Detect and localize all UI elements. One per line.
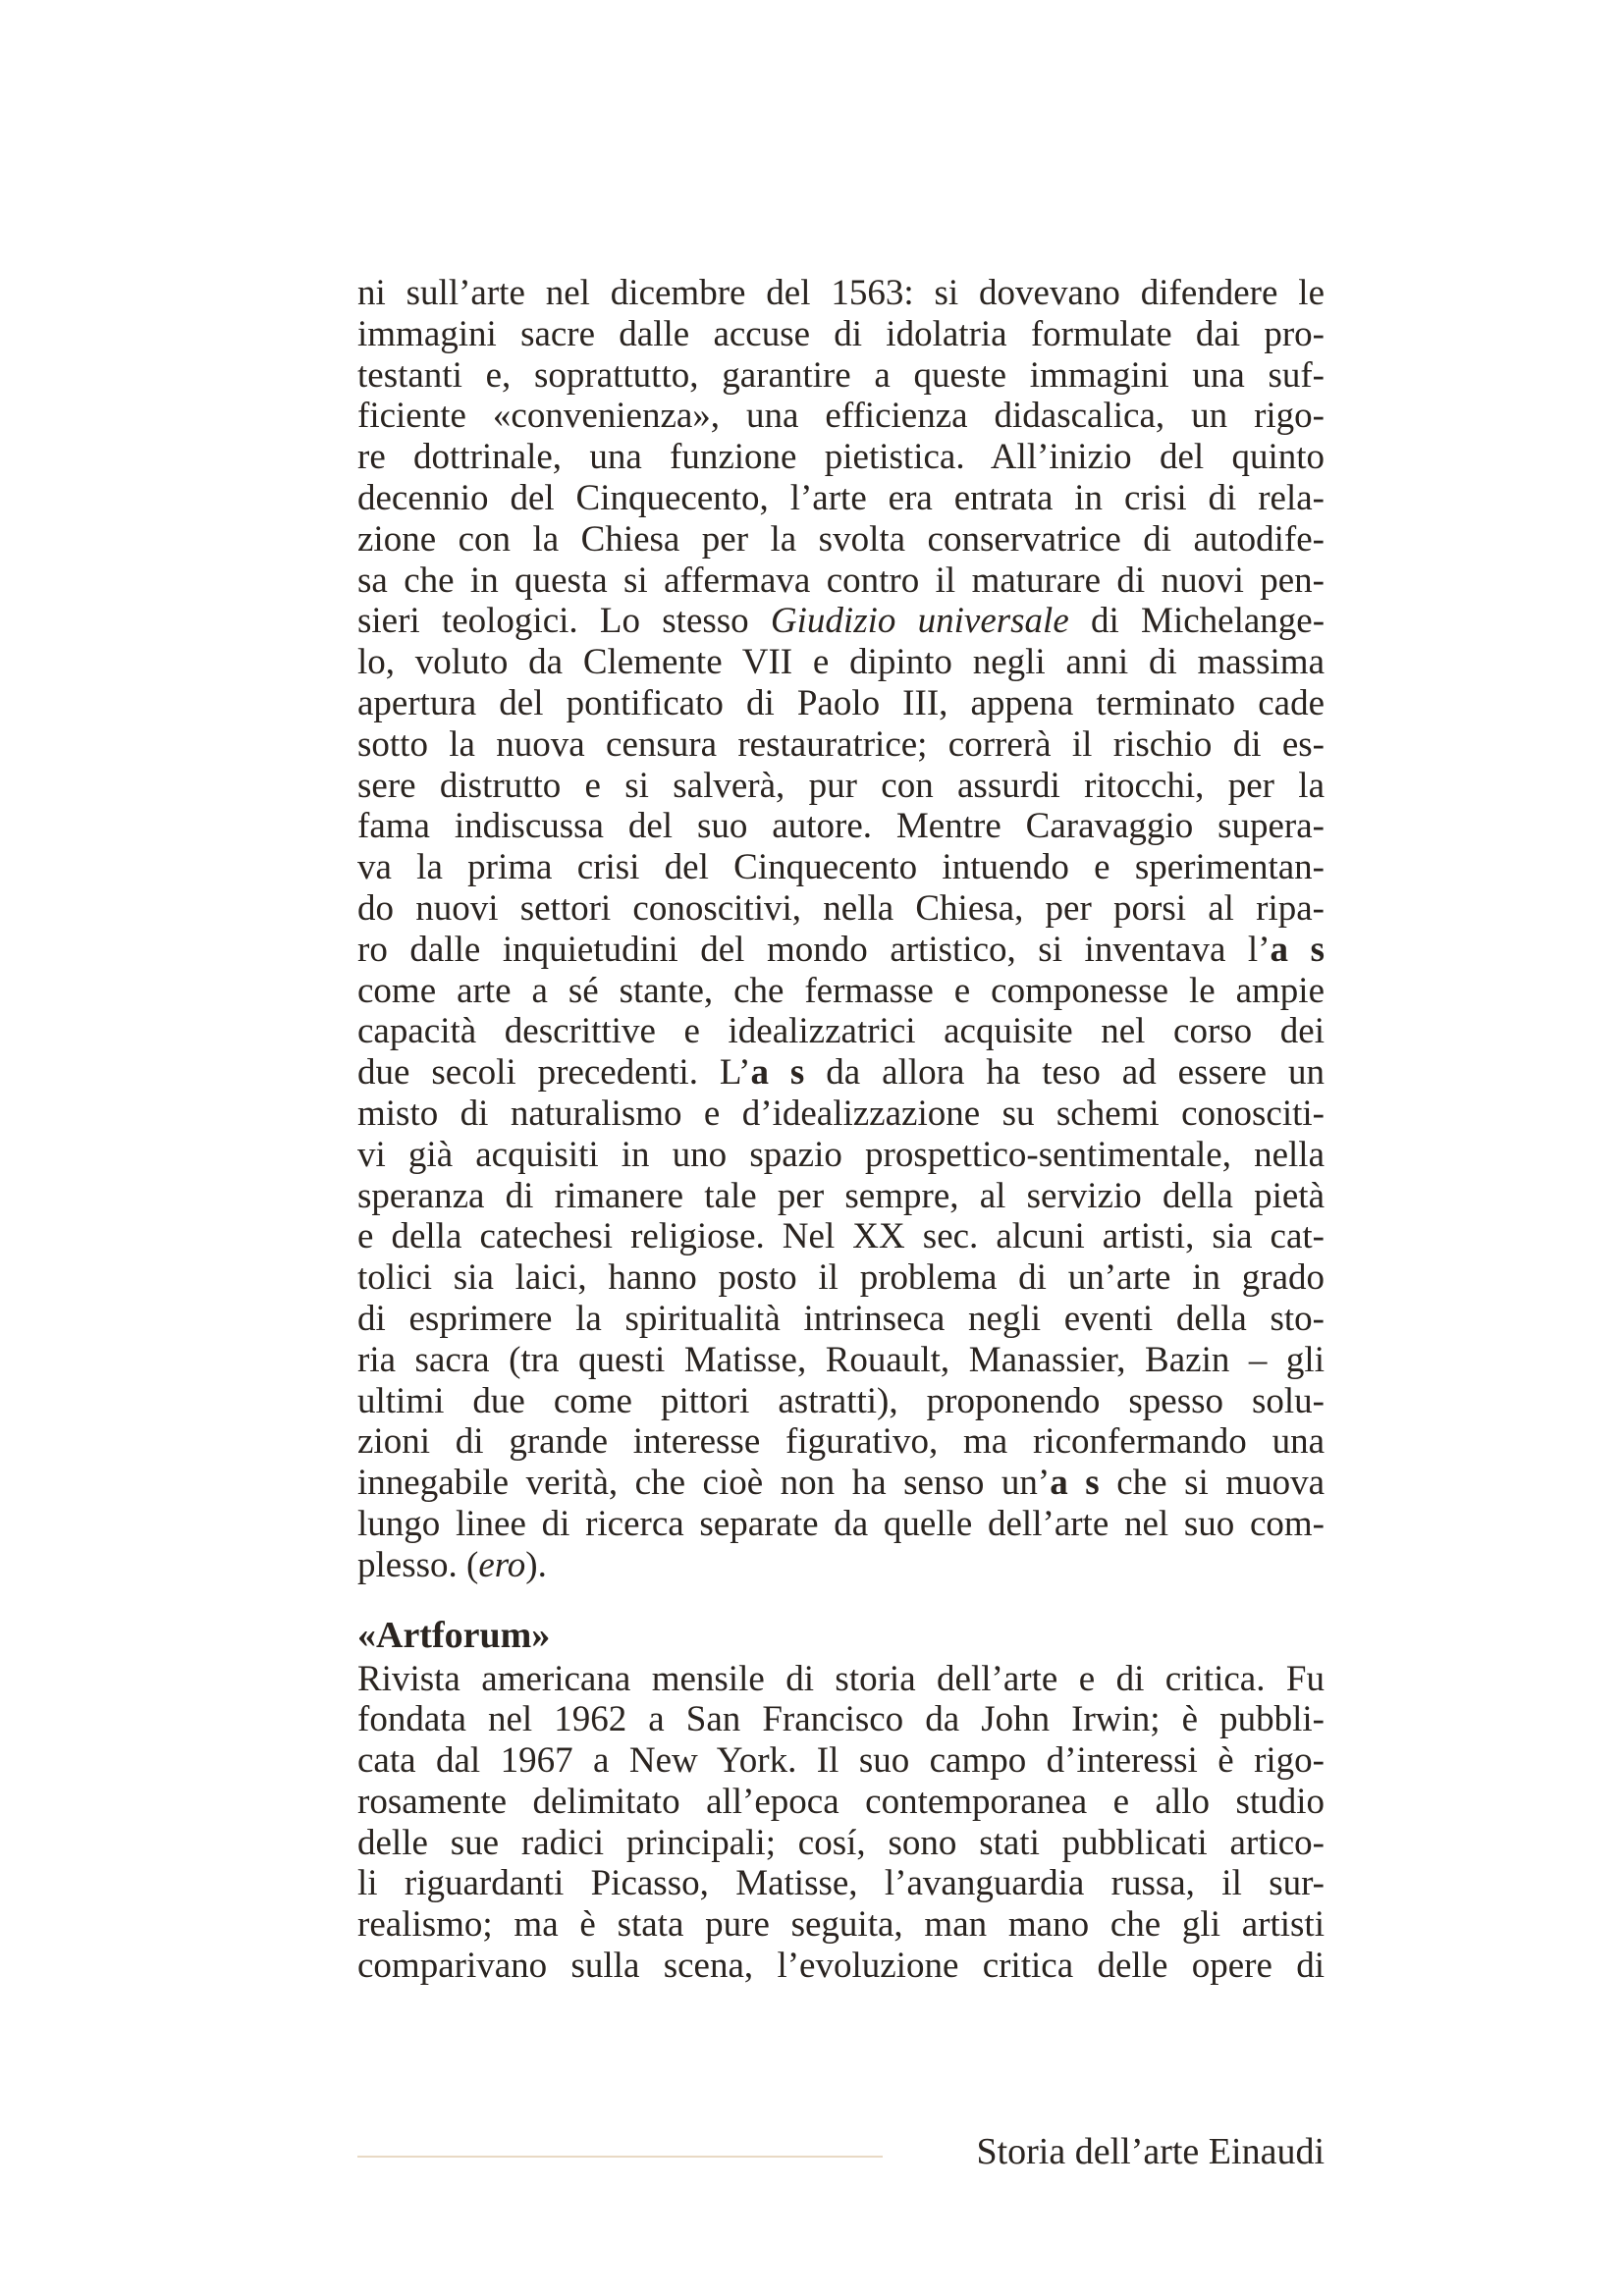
entry-artforum xyxy=(357,1614,1325,1987)
article-line: di esprimere la spiritualità intrinseca negli eventi della sto- xyxy=(357,1298,1325,1339)
abbreviation: a s xyxy=(1270,929,1325,970)
article-line: ultimi due come pittori astratti), proponendo spesso solu- xyxy=(357,1380,1325,1421)
article-line: ficiente «convenienza», una efficienza didascalica, un rigo- xyxy=(357,396,1325,437)
article-line: ria sacra (tra questi Matisse, Rouault, Manassier, Bazin – gli xyxy=(357,1339,1325,1380)
entry-line: realismo; ma è stata pure seguita, man mano che gli artisti xyxy=(357,1904,1325,1946)
article-line: speranza di rimanere tale per sempre, al servizio della pietà xyxy=(357,1175,1325,1216)
abbreviation: a s xyxy=(1050,1463,1100,1504)
article-line: zioni di grande interesse figurativo, ma riconfermando una xyxy=(357,1421,1325,1463)
article-line: due secoli precedenti. L’a s da allora ha teso ad essere un xyxy=(357,1052,1325,1094)
entry-line: cata dal 1967 a New York. Il suo campo d’interessi è rigo- xyxy=(357,1740,1325,1782)
author-initials: ero xyxy=(478,1544,526,1585)
article-line: lo, voluto da Clemente VII e dipinto negli anni di massima xyxy=(357,642,1325,683)
article-line: ni sull’arte nel dicembre del 1563: si dovevano difendere le xyxy=(357,273,1325,313)
article-line: innegabile verità, che cioè non ha senso un’a s che si muova xyxy=(357,1463,1325,1504)
article-line: sotto la nuova censura restauratrice; correrà il rischio di es- xyxy=(357,723,1325,765)
entry-line: fondata nel 1962 a San Francisco da John Irwin; è pubbli- xyxy=(357,1699,1325,1740)
article-line: e della catechesi religiose. Nel XX sec. alcuni artisti, sia cat- xyxy=(357,1216,1325,1257)
article-line: vi già acquisiti in uno spazio prospettico-sentimentale, nella xyxy=(357,1134,1325,1175)
article-body xyxy=(357,273,1325,1586)
article-line: sieri teologici. Lo stesso Giudizio universale di Michelange- xyxy=(357,601,1325,642)
entry-heading: «Artforum» xyxy=(357,1614,551,1656)
work-title: Giudizio universale xyxy=(770,601,1069,642)
article-line: ro dalle inquietudini del mondo artistico, si inventava l’a s xyxy=(357,929,1325,970)
article-line: apertura del pontificato di Paolo III, appena terminato cade xyxy=(357,682,1325,723)
footer-title: Storia dell’arte Einaudi xyxy=(976,2131,1325,2172)
entry-line: comparivano sulla scena, l’evoluzione critica delle opere di xyxy=(357,1946,1325,1987)
section-gap xyxy=(357,1586,1325,1614)
article-line: immagini sacre dalle accuse di idolatria formulate dai pro- xyxy=(357,313,1325,354)
article-line: do nuovi settori conoscitivi, nella Chiesa, per porsi al ripa- xyxy=(357,887,1325,929)
entry-line: Rivista americana mensile di storia dell’arte e di critica. Fu xyxy=(357,1658,1325,1699)
entry-line: li riguardanti Picasso, Matisse, l’avanguardia russa, il sur- xyxy=(357,1863,1325,1904)
article-line: tolici sia laici, hanno posto il problema di un’arte in grado xyxy=(357,1257,1325,1299)
article-line: testanti e, soprattutto, garantire a queste immagini una suf- xyxy=(357,354,1325,396)
article-line: va la prima crisi del Cinquecento intuendo e sperimentan- xyxy=(357,847,1325,888)
article-line: fama indiscussa del suo autore. Mentre Caravaggio supera- xyxy=(357,806,1325,847)
article-line: misto di naturalismo e d’idealizzazione su schemi conosciti- xyxy=(357,1093,1325,1134)
entry-line: rosamente delimitato all’epoca contemporanea e allo studio xyxy=(357,1781,1325,1822)
article-line: zione con la Chiesa per la svolta conservatrice di autodife- xyxy=(357,518,1325,560)
article-line: plesso. (ero). xyxy=(357,1544,547,1585)
article-line: lungo linee di ricerca separate da quelle dell’arte nel suo com- xyxy=(357,1503,1325,1544)
article-line: sa che in questa si affermava contro il maturare di nuovi pen- xyxy=(357,560,1325,601)
article-line: capacità descrittive e idealizzatrici acquisite nel corso dei xyxy=(357,1011,1325,1052)
footer-rule xyxy=(357,2156,883,2158)
article-line: come arte a sé stante, che fermasse e componesse le ampie xyxy=(357,970,1325,1011)
entry-line: delle sue radici principali; cosí, sono stati pubblicati artico- xyxy=(357,1822,1325,1863)
text-column xyxy=(357,273,1325,1987)
abbreviation: a s xyxy=(750,1052,805,1094)
article-line: decennio del Cinquecento, l’arte era entrata in crisi di rela- xyxy=(357,477,1325,518)
article-line: re dottrinale, una funzione pietistica. All’inizio del quinto xyxy=(357,437,1325,478)
article-line: sere distrutto e si salverà, pur con assurdi ritocchi, per la xyxy=(357,765,1325,806)
